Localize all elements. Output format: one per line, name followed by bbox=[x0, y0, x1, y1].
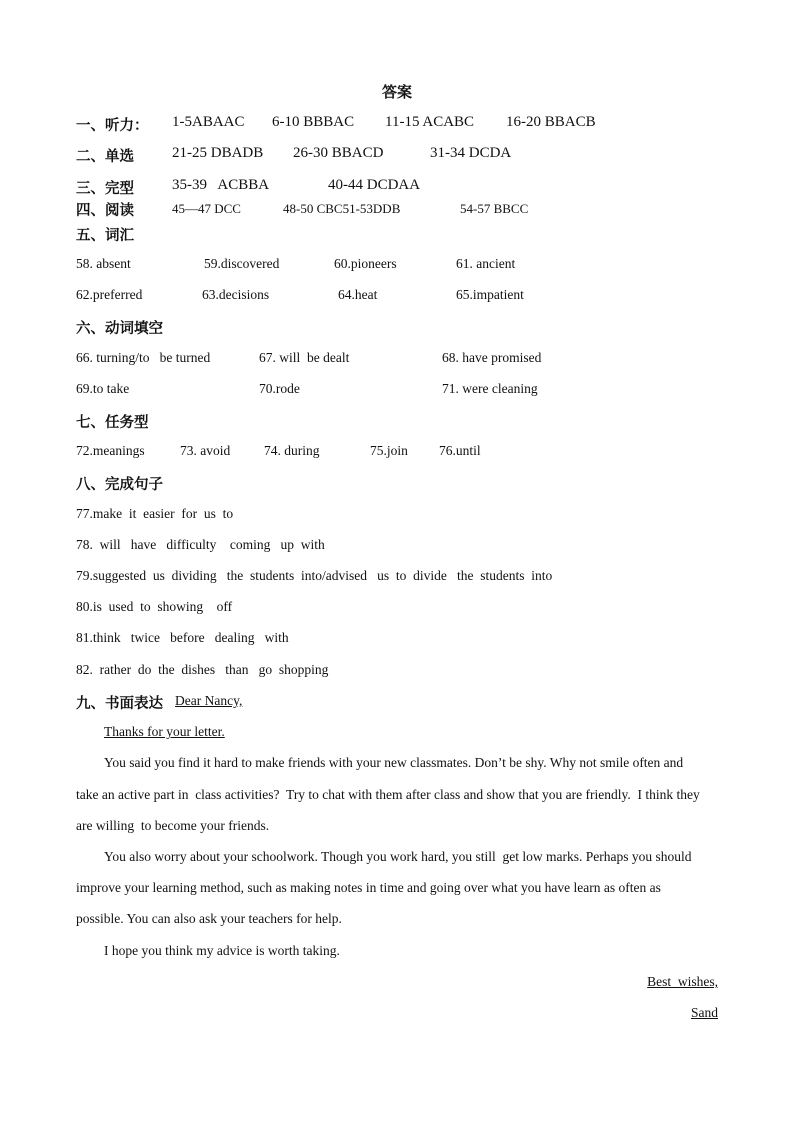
answer-item: 75.join bbox=[370, 443, 408, 458]
answer-group: 1-5ABAAC bbox=[172, 114, 245, 130]
answer-group: 35-39 ACBBA bbox=[172, 177, 270, 193]
letter-line: You also worry about your schoolwork. Though you work hard, you still get low marks. Perhaps you should bbox=[104, 849, 692, 864]
answer-group: 45—47 DCC bbox=[172, 201, 241, 216]
answer-group: 54-57 BBCC bbox=[460, 201, 529, 216]
answer-item: 74. during bbox=[264, 443, 320, 458]
letter-line: possible. You can also ask your teachers for help. bbox=[76, 911, 342, 926]
answer-item: 72.meanings bbox=[76, 443, 145, 458]
answer-item: 82. rather do the dishes than go shopping bbox=[76, 662, 329, 677]
answer-group: 16-20 BBACB bbox=[506, 114, 596, 130]
answer-item: 63.decisions bbox=[202, 287, 270, 302]
answer-item: 76.until bbox=[439, 443, 481, 458]
letter-line: I hope you think my advice is worth taking. bbox=[104, 943, 340, 958]
letter-salutation: Dear Nancy, bbox=[175, 693, 243, 708]
letter-line: are willing to become your friends. bbox=[76, 818, 270, 833]
section-label-sentences: 八、完成句子 bbox=[76, 477, 163, 493]
section-label-reading: 四、阅读 bbox=[76, 203, 134, 219]
letter-line: take an active part in class activities? Try to chat with them after class and show that you are friendly. I think they bbox=[76, 787, 700, 802]
answer-item: 71. were cleaning bbox=[442, 381, 538, 396]
answer-item: 69.to take bbox=[76, 381, 130, 396]
answer-group: 40-44 DCDAA bbox=[328, 177, 421, 193]
answer-item: 79.suggested us dividing the students into/advised us to divide the students into bbox=[76, 568, 553, 583]
letter-line: improve your learning method, such as making notes in time and going over what you have learn as often as bbox=[76, 880, 661, 895]
answer-item: 65.impatient bbox=[456, 287, 524, 302]
answer-item: 61. ancient bbox=[456, 256, 516, 271]
answer-item: 80.is used to showing off bbox=[76, 599, 233, 614]
answer-item: 81.think twice before dealing with bbox=[76, 630, 289, 645]
answer-group: 48-50 CBC51-53DDB bbox=[283, 201, 401, 216]
answer-group: 21-25 DBADB bbox=[172, 145, 264, 161]
answer-item: 78. will have difficulty coming up with bbox=[76, 537, 325, 552]
answer-group: 6-10 BBBAC bbox=[272, 114, 355, 130]
answer-item: 70.rode bbox=[259, 381, 300, 396]
letter-signature: Sand bbox=[691, 1005, 718, 1020]
answer-item: 73. avoid bbox=[180, 443, 231, 458]
answer-item: 60.pioneers bbox=[334, 256, 397, 271]
answer-item: 66. turning/to be turned bbox=[76, 350, 211, 365]
page-title: 答案 bbox=[381, 83, 412, 101]
answer-item: 62.preferred bbox=[76, 287, 143, 302]
letter-opening: Thanks for your letter. bbox=[104, 724, 225, 739]
answer-item: 58. absent bbox=[76, 256, 131, 271]
letter-closing: Best wishes, bbox=[647, 974, 718, 989]
answer-group: 31-34 DCDA bbox=[430, 145, 512, 161]
section-label-listening: 一、听力： bbox=[76, 118, 149, 134]
section-label-verb-fill: 六、动词填空 bbox=[76, 321, 163, 337]
answer-group: 26-30 BBACD bbox=[293, 145, 384, 161]
section-label-vocabulary: 五、词汇 bbox=[76, 228, 134, 244]
answer-item: 68. have promised bbox=[442, 350, 542, 365]
section-label-writing: 九、书面表达 bbox=[76, 696, 163, 712]
answer-group: 11-15 ACABC bbox=[385, 114, 475, 130]
answer-item: 59.discovered bbox=[204, 256, 280, 271]
answer-item: 77.make it easier for us to bbox=[76, 506, 234, 521]
section-label-cloze: 三、完型 bbox=[76, 181, 134, 197]
letter-line: You said you find it hard to make friends with your new classmates. Don’t be shy. Why not smile often and bbox=[104, 755, 684, 770]
section-label-task: 七、任务型 bbox=[76, 415, 149, 431]
section-label-single-choice: 二、单选 bbox=[76, 149, 134, 165]
answer-item: 67. will be dealt bbox=[259, 350, 350, 365]
answer-item: 64.heat bbox=[338, 287, 378, 302]
